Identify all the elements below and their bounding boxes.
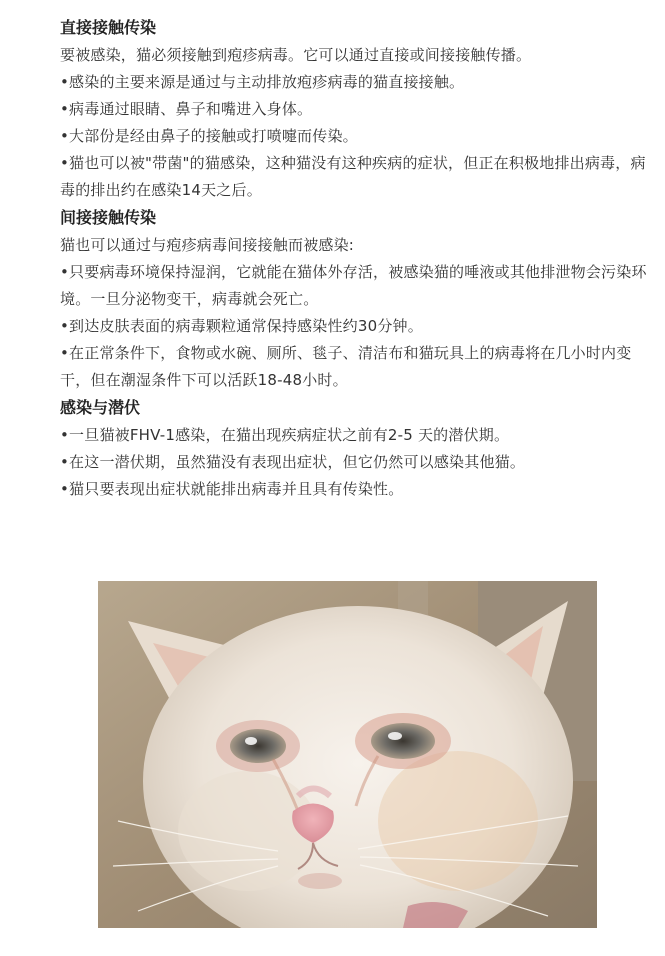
bullet-item: •病毒通过眼睛、鼻子和嘴进入身体。 xyxy=(60,100,313,118)
section-heading: 直接接触传染 xyxy=(60,18,157,37)
paragraph: 要被感染，猫必须接触到疱疹病毒。它可以通过直接或间接接触传播。 xyxy=(60,46,532,64)
section-infection-incubation xyxy=(60,394,650,503)
bullet-item: •只要病毒环境保持湿润，它就能在猫体外存活，被感染猫的唾液或其他排泄物会污染环境。一旦分泌物变干，病毒就会死亡。 xyxy=(60,263,647,308)
section-direct-contact xyxy=(60,14,650,204)
article-body xyxy=(60,14,650,503)
bullet-item: •一旦猫被FHV-1感染，在猫出现疾病症状之前有2-5 天的潜伏期。 xyxy=(60,426,510,444)
bullet-item: •猫也可以被"带菌"的猫感染，这种猫没有这种疾病的症状，但正在积极地排出病毒，病毒的排出约在感染14天之后。 xyxy=(60,154,646,199)
section-heading: 感染与潜伏 xyxy=(60,398,141,417)
cat-illustration xyxy=(98,581,597,928)
bullet-item: •在这一潜伏期，虽然猫没有表现出症状，但它仍然可以感染其他猫。 xyxy=(60,453,526,471)
bullet-item: •到达皮肤表面的病毒颗粒通常保持感染性约30分钟。 xyxy=(60,317,423,335)
section-indirect-contact xyxy=(60,204,650,394)
bullet-item: •在正常条件下，食物或水碗、厕所、毯子、清洁布和猫玩具上的病毒将在几小时内变干，但在潮湿条件下可以活跃18-48小时。 xyxy=(60,344,632,389)
bullet-item: •猫只要表现出症状就能排出病毒并且具有传染性。 xyxy=(60,480,404,498)
bullet-item: •大部份是经由鼻子的接触或打喷嚏而传染。 xyxy=(60,127,358,145)
paragraph: 猫也可以通过与疱疹病毒间接接触而被感染: xyxy=(60,236,355,254)
cat-photo xyxy=(98,581,597,928)
bullet-item: •感染的主要来源是通过与主动排放疱疹病毒的猫直接接触。 xyxy=(60,73,465,91)
section-heading: 间接接触传染 xyxy=(60,208,157,227)
